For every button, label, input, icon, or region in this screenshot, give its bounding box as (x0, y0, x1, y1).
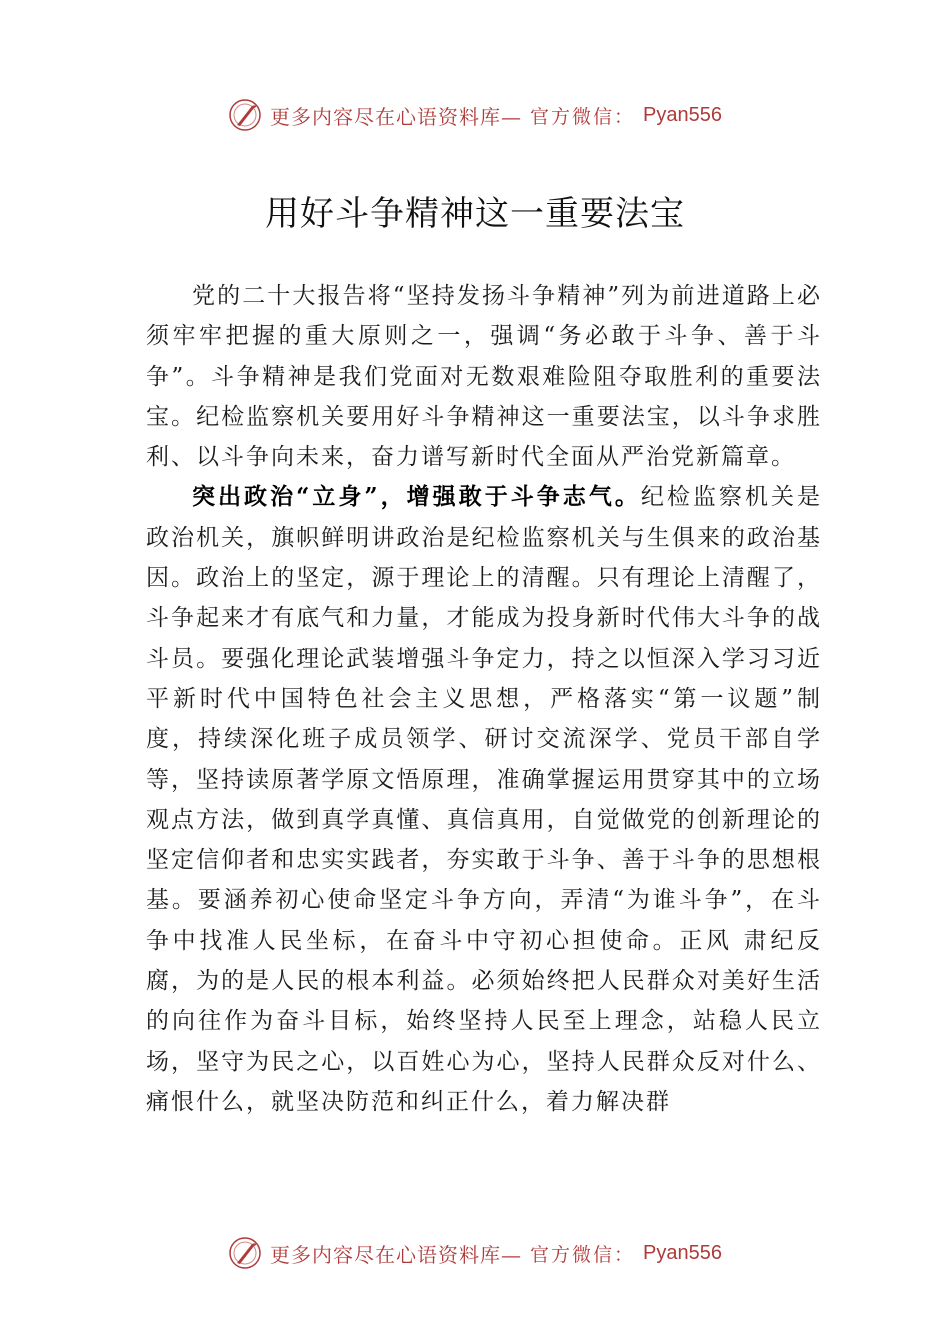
paragraph-1-text: 党的二十大报告将“坚持发扬斗争精神”列为前进道路上必须牢牢把握的重大原则之一，强调“务必敢于斗争、善于斗争”。斗争精神是我们党面对无数艰难险阻夺取胜利的重要法宝。纪检监察机关要用好斗争精神这一重要法宝，以斗争求胜利、以斗争向未来，奋力谱写新时代全面从严治党新篇章。 (146, 283, 822, 471)
wechat-label: 官方微信： (530, 1243, 636, 1266)
document-title: 用好斗争精神这一重要法宝 (265, 194, 685, 234)
wechat-id: Pyan556 (643, 1241, 722, 1264)
wechat-id: Pyan556 (643, 103, 722, 126)
watermark-text: 更多内容尽在心语资料库— (270, 104, 522, 129)
header-watermark (0, 95, 950, 135)
quill-logo-icon (228, 98, 262, 132)
watermark-text: 更多内容尽在心语资料库— (270, 1242, 522, 1267)
document-body (146, 276, 822, 1122)
paragraph-1 (146, 276, 822, 477)
wechat-label: 官方微信： (530, 105, 636, 128)
paragraph-2 (146, 477, 822, 1122)
footer-watermark (0, 1233, 950, 1273)
paragraph-2-text: 纪检监察机关是政治机关，旗帜鲜明讲政治是纪检监察机关与生俱来的政治基因。政治上的坚定，源于理论上的清醒。只有理论上清醒了，斗争起来才有底气和力量，才能成为投身新时代伟大斗争的战斗员。要强化理论武装增强斗争定力，持之以恒深入学习习近平新时代中国特色社会主义思想，严格落实“第一议题”制度，持续深化班子成员领学、研讨交流深学、党员干部自学等，坚持读原著学原文悟原理，准确掌握运用贯穿其中的立场观点方法，做到真学真懂、真信真用，自觉做党的创新理论的坚定信仰者和忠实实践者，夯实敢于斗争、善于斗争的思想根基。要涵养初心使命坚定斗争方向，弄清“为谁斗争”，在斗争中找准人民坐标，在奋斗中守初心担使命。正风 肃纪反腐，为的是人民的根本利益。必须始终把人民群众对美好生活的向往作为奋斗目标，始终坚持人民至上理念，站稳人民立场，坚守为民之心，以百姓心为心，坚持人民群众反对什么、痛恨什么，就坚决防范和纠正什么，着力解决群 (146, 484, 822, 1115)
paragraph-2-lead: 突出政治“立身”，增强敢于斗争志气。 (192, 483, 641, 511)
quill-logo-icon (228, 1236, 262, 1270)
